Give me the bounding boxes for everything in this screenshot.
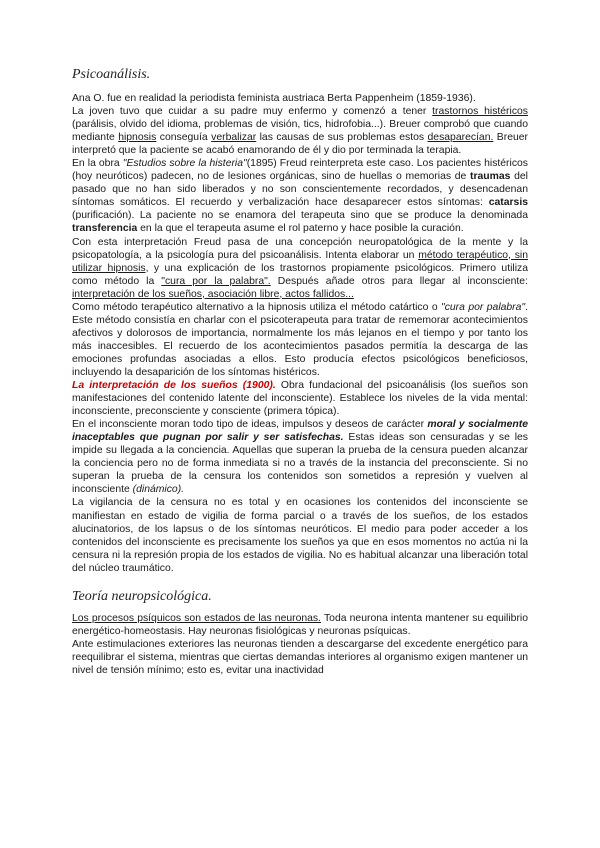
underlined-text: verbalizar xyxy=(211,132,257,144)
highlighted-title: La interpretación de los sueños (1900). xyxy=(72,380,276,392)
section-heading-psicoanalisis: Psicoanálisis. xyxy=(72,67,151,82)
paragraph: Como método terapéutico alternativo a la hipnosis utiliza el método catártico o "cura por palabra". Este método consistía en charlar con el psicoterapeuta para tratar de rememorar acontecimientos afectivos y dolorosos de importancia, normalmente los más lejanos en el tiempo y por tanto los más inaccesibles. El recuerdo de los acontecimientos pasados permitía la descarga de las emociones profundas asociadas a ellos. Esto producía efectos psicológicos beneficiosos, incluyendo la desaparición de los síntomas histéricos. xyxy=(72,301,528,378)
emphasized-text: moral y socialmente inaceptables que pugnan por salir y ser satisfechas. xyxy=(72,419,528,444)
underlined-text: desaparecían. xyxy=(427,132,494,144)
section-heading-teoria: Teoría neuropsicológica. xyxy=(72,588,212,604)
paragraph: Con esta interpretación Freud pasa de una concepción neuropatológica de la mente y la psicopatología, a la psicología pura del psicoanálisis. Intenta elaborar un método terapéutico, sin utilizar hipnosis, y una explicación de los trastornos propiamente psicológicos. Primero utiliza como método la "cura por la palabra". Después añade otros para llegar al inconsciente: interpretación de los sueños, asociación libre, actos fallidos... xyxy=(72,236,528,300)
book-title: "Estudios sobre la histeria" xyxy=(122,158,247,170)
paragraph: En el inconsciente moran todo tipo de ideas, impulsos y deseos de carácter moral y socialmente inaceptables que pugnan por salir y ser satisfechas. Estas ideas son censuradas y se les impide su llegada a la conciencia. Aquellas que superan la prueba de la censura pueden alcanzar la conciencia pero no de forma inmediata si no a través de la instancia del preconsciente. Si no superan la prueba de la censura los contenidos son sometidos a represión y vuelven al inconsciente (dinámico). xyxy=(72,419,528,496)
paragraph: La interpretación de los sueños (1900). Obra fundacional del psicoanálisis (los sueños son manifestaciones del contenido latente del inconsciente). Establece los niveles de la vida mental: inconsciente, preconsciente y consciente (primera tópica). xyxy=(72,380,528,418)
paragraph: Ana O. fue en realidad la periodista feminista austriaca Berta Pappenheim (1859-1936). xyxy=(72,93,476,104)
underlined-text: método terapéutico, sin utilizar hipnosis, xyxy=(72,249,528,274)
paragraph: Los procesos psíquicos son estados de las neuronas. Toda neurona intenta mantener su equilibrio energético-homeostasis. Hay neuronas fisiológicas y neuronas psíquicas. xyxy=(72,612,528,637)
paragraph: Ante estimulaciones exteriores las neuronas tienden a descargarse del excedente energético para reequilibrar el sistema, mientras que ciertas demandas interiores al organismo exigen mantener un nivel de tensión mínimo; esto es, evitar una inactividad xyxy=(72,638,528,676)
underlined-text: "cura por la palabra". xyxy=(161,275,271,287)
underlined-text: Los procesos psíquicos son estados de las neuronas. xyxy=(72,612,322,624)
underlined-text: trastornos histéricos xyxy=(432,106,528,118)
italic-text: (dinámico). xyxy=(132,484,185,496)
paragraph: La vigilancia de la censura no es total y en ocasiones los contenidos del inconsciente se manifiestan en estado de vigilia de forma parcial o a través de los sueños, de los estados alucinatorios, de los lapsus o de los síntomas neuróticos. El medio para poder acceder a los contenidos del inconsciente es precisamente los sueños ya que en esos momentos no actúa ni la censura ni la represión propia de los estados de vigilia. No es habitual alcanzar una liberación total del núcleo traumático. xyxy=(72,497,528,574)
key-term: catarsis xyxy=(488,197,528,209)
key-term: transferencia xyxy=(72,223,138,235)
paragraph: En la obra "Estudios sobre la histeria"(1895) Freud reinterpreta este caso. Los pacientes histéricos (hoy neuróticos) padecen, no de lesiones orgánicas, sino de huellas o memorias de traumas del pasado que no han sido liberados y no son conscientemente recordados, y desencadenan síntomas somáticos. El recuerdo y verbalización hace desaparecer estos síntomas: catarsis (purificación). La paciente no se enamora del terapeuta sino que se produce la denominada transferencia en la que el terapeuta asume el rol paterno y hace posible la curación. xyxy=(72,158,528,235)
underlined-text: interpretación de los sueños, asociación libre, actos fallidos... xyxy=(72,288,354,300)
key-term: traumas xyxy=(470,171,511,183)
underlined-text: hipnosis xyxy=(118,132,157,144)
italic-text: "cura por palabra" xyxy=(441,301,526,313)
paragraph: La joven tuvo que cuidar a su padre muy enfermo y comenzó a tener trastornos histéricos (parálisis, olvido del idioma, problemas de visión, tics, hidrofobia...). Breuer comprobó que cuando mediante hipnosis conseguía verbalizar las causas de sus problemas estos desaparecían. Breuer interpretó que la paciente se acabó enamorando de él y dio por terminada la terapia. xyxy=(72,106,528,157)
document-page xyxy=(72,66,528,677)
